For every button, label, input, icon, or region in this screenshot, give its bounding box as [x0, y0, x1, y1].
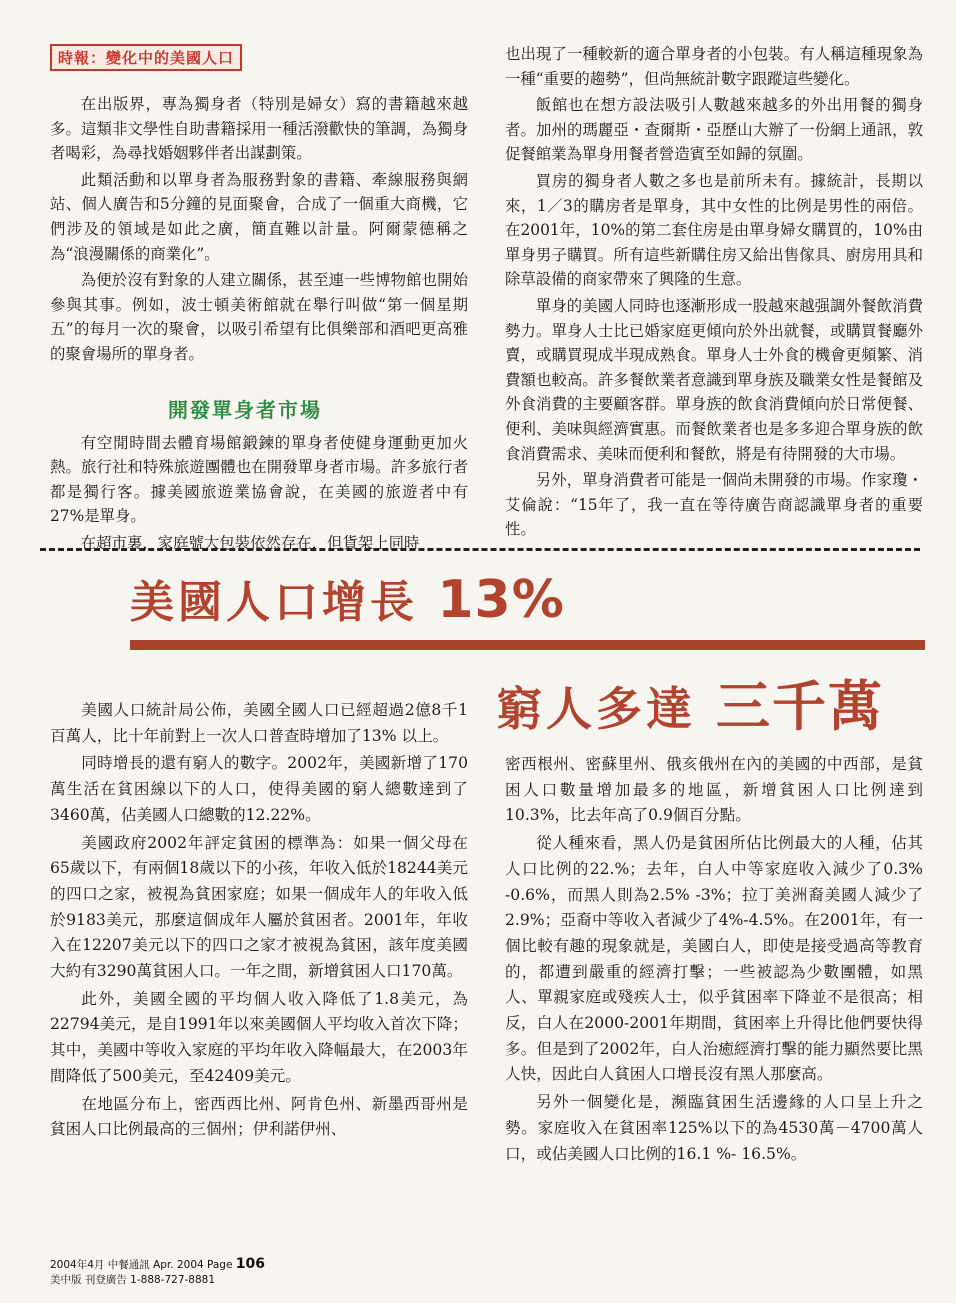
paragraph: 另外一個變化是，瀕臨貧困生活邊緣的人口呈上升之勢。家庭收入在貧困率125%以下的為4530萬－4700萬人口，或佔美國人口比例的16.1 %- 16.5%。: [505, 1093, 923, 1163]
section-subheading: 開發單身者市場: [168, 398, 322, 422]
dashed-divider: [40, 548, 920, 551]
paragraph: 單身的美國人同時也逐漸形成一股越來越强調外餐飲消費勢力。單身人士比已婚家庭更傾向於外出就餐，或購買餐廳外賣，或購買現成半現成熟食。單身人士外食的機會更頻繁、消費額也較高。許多餐飲業者意識到單身族及職業女性是餐館及外食消費的主要顧客群。單身族的飲食消費傾向於日常便餐、便利、美味與經濟實惠。而餐飲業者也是多多迎合單身族的飲食消費需求、美味而便利和餐飲，將是有待開發的大市場。: [505, 296, 923, 463]
top-right-column: [505, 42, 923, 544]
subheadline-text: 窮人多達: [496, 682, 696, 736]
paragraph: 密西根州、密蘇里州、俄亥俄州在內的美國的中西部，是貧困人口數量增加最多的地區，新增貧困人口比例達到10.3%，比去年高了0.9個百分點。: [505, 755, 923, 825]
footer-publication: 2004年4月 中餐通訊 Apr. 2004 Page: [50, 1259, 233, 1271]
paragraph: 為便於沒有對象的人建立關係，甚至連一些博物館也開始參與其事。例如，波士頓美術館就在舉行叫做“第一個星期五”的每月一次的聚會，以吸引希望有比俱樂部和酒吧更高雅的聚會場所的單身者。: [50, 271, 468, 363]
section-badge: 時報：變化中的美國人口: [50, 44, 242, 71]
paragraph: 在地區分布上，密西西比州、阿肯色州、新墨西哥州是貧困人口比例最高的三個州；伊利諾伊州、: [50, 1094, 468, 1139]
paragraph: 有空閒時間去體育場館鍛鍊的單身者使健身運動更加火熱。旅行社和特殊旅遊團體也在開發單身者市場。許多旅行者都是獨行客。據美國旅遊業協會說，在美國的旅遊者中有27%是單身。: [50, 433, 468, 526]
paragraph: 飯館也在想方設法吸引人數越來越多的外出用餐的獨身者。加州的瑪麗亞・查爾斯・亞歷山大辦了一份網上通訊，敦促餐館業為單身用餐者營造賓至如歸的氛圍。: [505, 96, 923, 164]
paragraph: 從人種來看，黑人仍是貧困所佔比例最大的人種，佔其人口比例的22.%；去年，白人中等家庭收入減少了0.3% -0.6%，而黑人則為2.5% -3%；拉丁美洲裔美國人減少了2.9%；亞裔中等收入者減少了4%-4.5%。在2001年，有一個比較有趣的現象就是，美國白人，即使是接受過高等教育的，都遭到嚴重的經濟打擊；一些被認為少數團體，如黑人、單親家庭或殘疾人士，似乎貧困率下降並不是很高；相反，白人在2000-2001年期間，貧困率上升得比他們要快得多。但是到了2002年，白人治癒經濟打擊的能力顯然要比黑人快，因此白人貧困人口增長沒有黑人那麼高。: [505, 834, 923, 1084]
article-subheadline: [496, 664, 884, 741]
headline-text: 美國人口增長: [130, 577, 418, 628]
headline-number: 13%: [437, 570, 565, 630]
paragraph: 買房的獨身者人數之多也是前所未有。據統計，長期以來，1／3的購房者是單身，其中女性的比例是男性的兩倍。在2001年，10%的第二套住房是由單身婦女購買的，10%由單身男子購買。所有這些新購住房又給出售傢具、廚房用具和除草設備的商家帶來了興隆的生意。: [505, 171, 923, 289]
headline-rule: [130, 640, 925, 650]
subheadline-emphasis: 三千萬: [716, 675, 885, 738]
article-headline: [130, 566, 565, 630]
bottom-right-column: [505, 752, 923, 1169]
paragraph: 美國政府2002年評定貧困的標準為：如果一個父母在65歲以下，有兩個18歲以下的小孩，年收入低於18244美元的四口之家，被視為貧困家庭；如果一個成年人的年收入低於9183美元，那麼這個成年人屬於貧困者。2001年，年收入在12207美元以下的四口之家才被視為貧困，該年度美國大約有3290萬貧困人口。一年之間，新增貧困人口170萬。: [50, 833, 468, 981]
page-number: 106: [235, 1256, 266, 1272]
paragraph: 也出現了一種較新的適合單身者的小包裝。有人稱這種現象為一種“重要的趨勢”，但尚無統計數字跟蹤這些變化。: [505, 45, 923, 88]
footer-advertising: 美中版 刊登廣告 1-888-727-8881: [50, 1274, 216, 1286]
paragraph: 此類活動和以單身者為服務對象的書籍、牽線服務與網站、個人廣告和5分鐘的見面聚會，合成了一個重大商機，它們涉及的領域是如此之廣，簡直難以計量。阿爾蒙德稱之為“浪漫關係的商業化”。: [50, 170, 468, 263]
page-footer: [50, 1257, 265, 1288]
paragraph: 美國人口統計局公佈，美國全國人口已經超過2億8千1百萬人，比十年前對上一次人口普查時增加了13% 以上。: [50, 701, 468, 745]
bottom-left-column: [50, 698, 468, 1145]
paragraph: 另外，單身消費者可能是一個尚未開發的市場。作家瓊・艾倫說：“15年了，我一直在等待廣告商認識單身者的重要性。: [505, 471, 923, 539]
paragraph: 在超市裏，家庭號大包裝依然存在，但貨架上同時: [80, 533, 420, 552]
top-left-column: [50, 92, 468, 558]
paragraph: 在出版界，專為獨身者（特別是婦女）寫的書籍越來越多。這類非文學性自助書籍採用一種活潑歡快的筆調，為獨身者喝彩，為尋找婚姻夥伴者出謀劃策。: [50, 95, 468, 163]
paragraph: 同時增長的還有窮人的數字。2002年，美國新增了170萬生活在貧困線以下的人口，使得美國的窮人總數達到了3460萬，佔美國人口總數的12.22%。: [50, 754, 468, 824]
paragraph: 此外，美國全國的平均個人收入降低了1.8美元，為22794美元，是自1991年以來美國個人平均收入首次下降；其中，美國中等收入家庭的平均年收入降幅最大，在2003年間降低了500美元，至42409美元。: [50, 989, 468, 1085]
